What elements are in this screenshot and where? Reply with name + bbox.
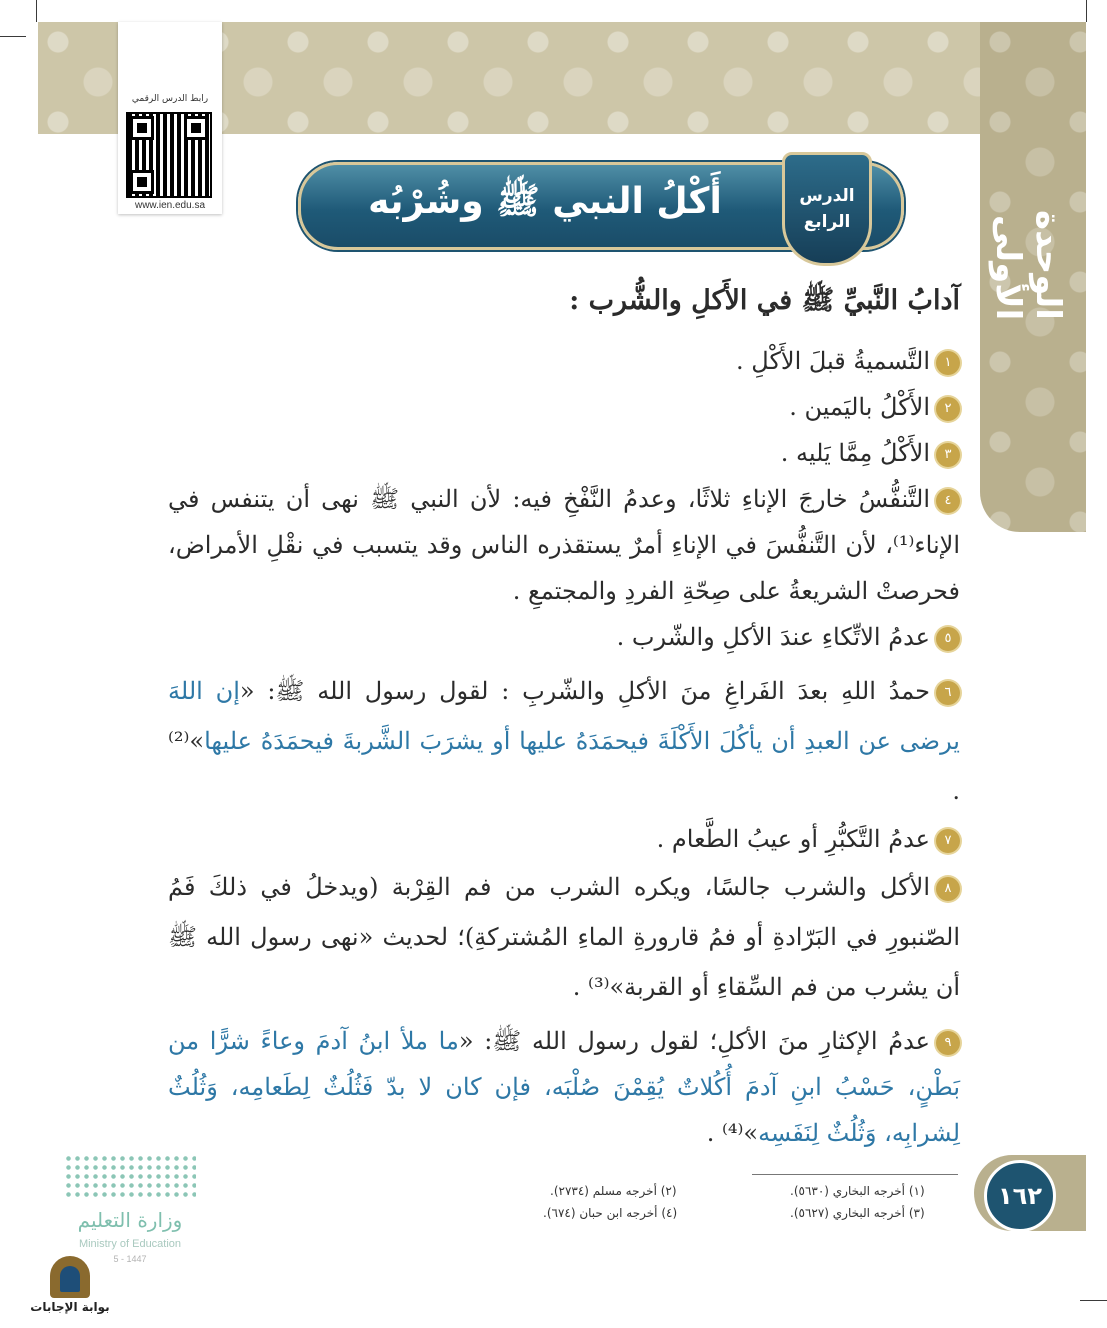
item-tail: »⁽²⁾ . bbox=[168, 727, 960, 805]
item-number-badge: ١ bbox=[936, 351, 960, 375]
item-text: الأَكْلُ باليَمين . bbox=[789, 393, 930, 421]
footnote-4: (٤) أخرجه ابن حبان (٦٧٤). bbox=[543, 1206, 678, 1220]
lesson-badge-line1: الدرس bbox=[799, 186, 855, 206]
item-text: عدمُ التَّكبُّرِ أو عيبُ الطَّعام . bbox=[656, 825, 930, 853]
ministry-arabic: وزارة التعليم bbox=[77, 1208, 183, 1232]
lesson-content bbox=[168, 278, 960, 1156]
item-text: الأَكْلُ مِمَّا يَليه . bbox=[780, 439, 930, 467]
lesson-badge-line2: الرابع bbox=[803, 212, 851, 232]
qr-caption: رابط الدرس الرقمي bbox=[131, 94, 209, 104]
item-number-badge: ٣ bbox=[936, 443, 960, 467]
item-number-badge: ٩ bbox=[936, 1031, 960, 1055]
page-number: ١٦٢ bbox=[984, 1160, 1056, 1232]
item-number-badge: ٧ bbox=[936, 829, 960, 853]
footnote-2: (٢) أخرجه مسلم (٢٧٣٤). bbox=[550, 1184, 677, 1198]
item-number-badge: ٥ bbox=[936, 627, 960, 651]
qr-code-icon[interactable] bbox=[128, 114, 210, 196]
ministry-english: Ministry of Education bbox=[78, 1238, 182, 1250]
item-number-badge: ٦ bbox=[936, 681, 960, 705]
qr-card[interactable] bbox=[118, 22, 222, 214]
item-text: عدمُ الاتِّكاءِ عندَ الأكلِ والشّرب . bbox=[616, 623, 930, 651]
footnote-divider bbox=[752, 1174, 958, 1175]
list-item bbox=[168, 476, 960, 614]
footnote-1: (١) أخرجه البخاري (٥٦٣٠). bbox=[790, 1184, 925, 1198]
qr-url[interactable]: www.ien.edu.sa bbox=[134, 200, 206, 211]
crop-mark-bottom-right bbox=[1080, 1300, 1107, 1301]
footnote-3: (٣) أخرجه البخاري (٥٦٢٧). bbox=[790, 1206, 925, 1220]
list-item bbox=[168, 1018, 960, 1156]
item-number-badge: ٤ bbox=[936, 489, 960, 513]
hadith-quote: ما ملأ ابنُ آدمَ وعاءً شرًّا من بَطْنٍ، حَسْبُ ابنِ آدمَ أُكُلاتٌ يُقِمْنَ صُلْبَه، فإن كان لا بدّ فَثُلُثٌ لِطَعامِه، وَثُلُثٌ لِشرابِه، وَثُلُثٌ لِنَفَسِه bbox=[168, 1027, 960, 1147]
list-item bbox=[168, 816, 960, 862]
unit-label: الوحدة الأولى bbox=[988, 210, 1068, 320]
crop-mark-top-left bbox=[0, 36, 26, 37]
ministry-dots-icon bbox=[64, 1154, 196, 1198]
ministry-year: 5 - 1447 bbox=[113, 1254, 147, 1264]
item-text: التَّنفُّسُ خارجَ الإناءِ ثلاثًا، وعدمُ النَّفْخِ فيه: لأن النبي ﷺ نهى أن يتنفس في الإناء⁽¹⁾، لأن التَّنفُّسَ في الإناءِ أمرٌ يستقذره الناس وقد يتسبب في نقْلِ الأمراض، فحرصتْ الشريعةُ على صِحّةِ الفردِ والمجتمعِ . bbox=[168, 485, 960, 605]
crop-mark-top-right bbox=[1086, 0, 1087, 22]
list-item bbox=[168, 430, 960, 476]
item-number-badge: ٨ bbox=[936, 877, 960, 901]
portal-gate-icon bbox=[50, 1256, 90, 1298]
portal-logo[interactable] bbox=[30, 1256, 110, 1322]
portal-label: بوابة الإجابات bbox=[30, 1300, 110, 1314]
list-item bbox=[168, 384, 960, 430]
ministry-logo bbox=[60, 1150, 200, 1270]
item-number-badge: ٢ bbox=[936, 397, 960, 421]
list-item bbox=[168, 614, 960, 660]
hadith-quote: إن اللهَ يرضى عن العبدِ أن يأكُلَ الأَكْلَةَ فيحمَدَهُ عليها أو يشرَبَ الشَّربةَ فيحمَدَهُ عليها bbox=[168, 677, 960, 755]
list-item bbox=[168, 666, 960, 816]
lesson-title: أَكْلُ النبي ﷺ وشُرْبُه bbox=[368, 181, 722, 222]
section-heading: آدابُ النَّبيِّ ﷺ في الأَكلِ والشُّرب : bbox=[569, 285, 960, 316]
item-text: التَّسميةُ قبلَ الأَكْلِ . bbox=[736, 347, 930, 375]
list-item bbox=[168, 862, 960, 1012]
item-text: حمدُ اللهِ بعدَ الفَراغِ منَ الأكلِ والشّربِ : لقول رسول الله ﷺ: « bbox=[239, 677, 930, 705]
item-tail: »⁽⁴⁾ . bbox=[706, 1119, 759, 1147]
lesson-badge bbox=[782, 152, 872, 266]
list-item bbox=[168, 338, 960, 384]
crop-mark-top-left-v bbox=[36, 0, 37, 22]
item-text: الأكل والشرب جالسًا، ويكره الشرب من فم القِرْبة (ويدخلُ في ذلكَ فَمُ الصّنبورِ في البَرّادةِ أو فمُ قارورةِ الماءِ المُشتركةِ)؛ لحديث «نهى رسول الله ﷺ أن يشرب من فم السِّقاءِ أو القربة»⁽³⁾ . bbox=[168, 873, 960, 1001]
item-text: عدمُ الإكثارِ منَ الأكلِ؛ لقول رسول الله ﷺ: « bbox=[458, 1027, 930, 1055]
